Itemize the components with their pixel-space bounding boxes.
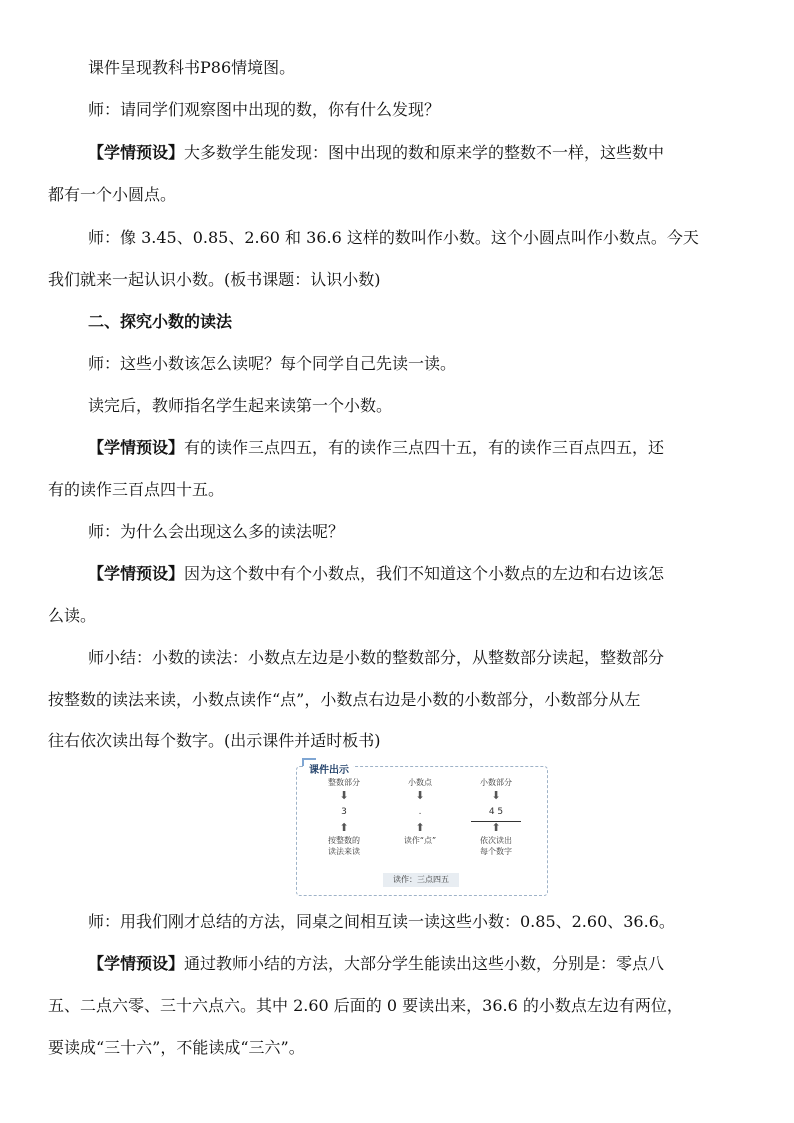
figure-title: 课件出示	[305, 761, 353, 776]
paragraph-text: 因为这个数中有个小数点，我们不知道这个小数点的左边和右边该怎	[184, 564, 665, 583]
reading-result: 读作：三点四五	[383, 873, 459, 887]
paragraph-text: 通过教师小结的方法，大部分学生能读出这些小数，分别是：零点八	[184, 954, 665, 973]
arrow-down-icon: ⬇	[339, 789, 349, 802]
paragraph-line: 课件呈现教科书P86情境图。	[88, 58, 296, 77]
decimal-point-column	[385, 777, 455, 859]
note-line: 按整数的	[328, 836, 360, 845]
decimal-part-column	[461, 777, 531, 859]
column-note	[461, 835, 531, 859]
paragraph-line	[88, 954, 664, 974]
paragraph-text: 有的读作三点四五，有的读作三点四十五，有的读作三百点四五，还	[184, 438, 665, 457]
paragraph-line: 么读。	[48, 606, 97, 625]
preset-tag: 【学情预设】	[88, 564, 185, 583]
note-line: 依次读出	[480, 836, 512, 845]
column-head: 小数点	[408, 778, 432, 787]
column-note	[309, 835, 379, 859]
paragraph-line	[88, 564, 664, 584]
paragraph-line	[88, 143, 664, 163]
preset-tag: 【学情预设】	[88, 143, 185, 162]
paragraph-line: 往右依次读出每个数字。(出示课件并适时板书)	[48, 731, 381, 750]
preset-tag: 【学情预设】	[88, 954, 185, 973]
paragraph-line: 有的读作三百点四十五。	[48, 480, 225, 499]
digit-value: 3	[341, 807, 347, 817]
paragraph-line: 师：这些小数该怎么读呢？每个同学自己先读一读。	[88, 354, 457, 373]
paragraph-line: 读完后，教师指名学生起来读第一个小数。	[88, 396, 393, 415]
digit-underlined: 4 5	[471, 803, 521, 822]
digit-value: .	[418, 807, 422, 817]
arrow-up-icon: ⬆	[491, 821, 501, 834]
arrow-up-icon: ⬆	[339, 821, 349, 834]
paragraph-line: 师：为什么会出现这么多的读法呢？	[88, 522, 345, 541]
paragraph-line: 要读成“三十六”，不能读成“三六”。	[48, 1038, 305, 1057]
courseware-figure	[296, 766, 548, 896]
column-head: 整数部分	[328, 778, 360, 787]
arrow-up-icon: ⬆	[415, 821, 425, 834]
paragraph-line: 五、二点六零、三十六点六。其中 2.60 后面的 0 要读出来，36.6 的小数点左边有两位，	[48, 996, 683, 1015]
integer-part-column	[309, 777, 379, 859]
note-line: 每个数字	[480, 847, 512, 856]
note-line: 读作“点”	[403, 836, 437, 845]
preset-tag: 【学情预设】	[88, 438, 185, 457]
section-heading: 二、探究小数的读法	[88, 312, 233, 331]
paragraph-text: 大多数学生能发现：图中出现的数和原来学的整数不一样，这些数中	[184, 143, 665, 162]
paragraph-line: 师：像 3.45、0.85、2.60 和 36.6 这样的数叫作小数。这个小圆点叫作小数点。今天	[88, 228, 699, 247]
paragraph-line: 师：用我们刚才总结的方法，同桌之间相互读一读这些小数：0.85、2.60、36.6。	[88, 912, 675, 931]
arrow-down-icon: ⬇	[415, 789, 425, 802]
paragraph-line: 我们就来一起认识小数。(板书课题：认识小数)	[48, 270, 381, 289]
column-note	[385, 835, 455, 859]
column-head: 小数部分	[480, 778, 512, 787]
paragraph-line	[88, 438, 664, 458]
paragraph-line: 师：请同学们观察图中出现的数，你有什么发现？	[88, 100, 441, 119]
paragraph-line: 都有一个小圆点。	[48, 185, 177, 204]
note-line: 读法来读	[328, 847, 360, 856]
paragraph-line: 师小结：小数的读法：小数点左边是小数的整数部分，从整数部分读起，整数部分	[88, 648, 665, 667]
paragraph-line: 按整数的读法来读，小数点读作“点”，小数点右边是小数的小数部分，小数部分从左	[48, 690, 641, 709]
arrow-down-icon: ⬇	[491, 789, 501, 802]
digit-value	[461, 803, 531, 821]
